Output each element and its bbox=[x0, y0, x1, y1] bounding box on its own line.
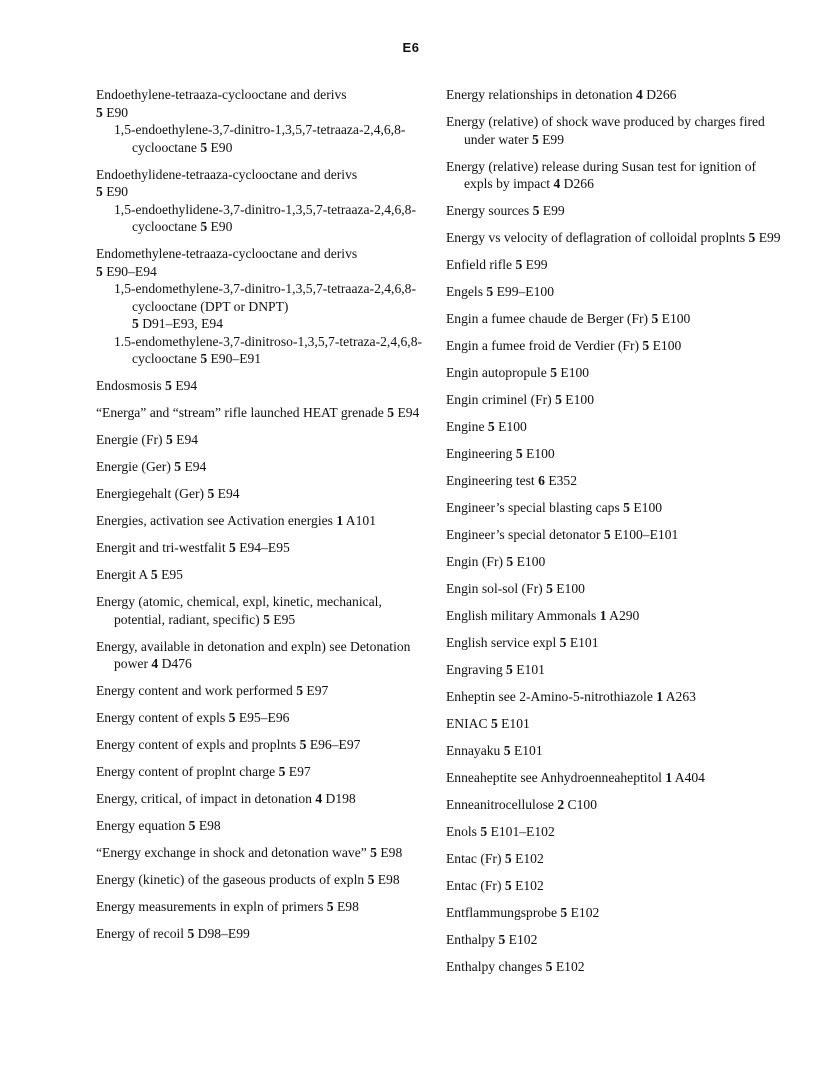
index-entry: ENIAC 5 E101 bbox=[446, 716, 530, 731]
index-entry: Entflammungsprobe 5 E102 bbox=[446, 905, 600, 920]
index-entry: Energy (kinetic) of the gaseous products of expln 5 E98 bbox=[96, 872, 400, 887]
index-entry: Energie (Ger) 5 E94 bbox=[96, 459, 207, 474]
volume-number: 5 bbox=[560, 905, 568, 920]
index-entry: Engineering test 6 E352 bbox=[446, 473, 578, 488]
index-entry: Enheptin see 2-Amino-5-nitrothiazole 1 A263 bbox=[446, 689, 696, 704]
volume-number: 5 bbox=[387, 405, 395, 420]
entry-subentry: 1,5-endoethylidene-3,7-dinitro-1,3,5,7-tetraaza-2,4,6,8-cyclooctane 5 E90 bbox=[114, 201, 416, 234]
entry-subentry: 1,5-endoethylene-3,7-dinitro-1,3,5,7-tetraaza-2,4,6,8-cyclooctane 5 E90 bbox=[114, 122, 406, 155]
index-entry: Enthalpy changes 5 E102 bbox=[446, 959, 585, 974]
index-entry: Energy content of proplnt charge 5 E97 bbox=[96, 764, 311, 779]
volume-number: 5 bbox=[96, 104, 103, 120]
index-entry: Engraving 5 E101 bbox=[446, 662, 545, 677]
index-entry: Energy, available in detonation and expln) see Detonation power 4 D476 bbox=[96, 638, 411, 671]
volume-number: 5 bbox=[370, 845, 377, 860]
index-entry: Energy (relative) release during Susan test for ignition of expls by impact 4 D266 bbox=[446, 158, 757, 191]
entry-ref: 5 E90–E94 bbox=[96, 263, 157, 279]
volume-number: 1 bbox=[656, 689, 664, 704]
entry-subentry-ref: 5 D91–E93, E94 bbox=[132, 316, 223, 331]
volume-number: 5 bbox=[555, 392, 562, 407]
index-entry: Engin (Fr) 5 E100 bbox=[446, 554, 546, 569]
index-entry: Engineer’s special blasting caps 5 E100 bbox=[446, 500, 663, 515]
entry-ref: 5 E90 bbox=[96, 104, 129, 120]
entry-ref: 5 E90 bbox=[96, 184, 129, 199]
index-entry: Ennayaku 5 E101 bbox=[446, 743, 543, 758]
page-number: E6 bbox=[402, 40, 420, 55]
volume-number: 5 bbox=[559, 635, 567, 650]
index-entry: Energit A 5 E95 bbox=[96, 567, 183, 582]
index-entry: Energy sources 5 E99 bbox=[446, 203, 565, 218]
index-entry bbox=[96, 86, 431, 156]
volume-number: 5 bbox=[263, 611, 270, 627]
index-entry: Engineering 5 E100 bbox=[446, 446, 555, 461]
volume-number: 5 bbox=[503, 743, 511, 758]
index-entry: Enneaheptite see Anhydroenneaheptitol 1 A404 bbox=[446, 770, 705, 785]
volume-number: 5 bbox=[531, 131, 539, 147]
index-entry: Energie (Fr) 5 E94 bbox=[96, 432, 199, 447]
volume-number: 5 bbox=[498, 932, 506, 947]
index-column-right bbox=[446, 86, 786, 985]
volume-number: 5 bbox=[545, 959, 553, 974]
index-entry: Enols 5 E101–E102 bbox=[446, 824, 555, 839]
volume-number: 1 bbox=[336, 513, 344, 528]
index-entry: Energies, activation see Activation energies 1 A101 bbox=[96, 513, 376, 528]
volume-number: 5 bbox=[187, 926, 195, 941]
index-column-left bbox=[96, 86, 431, 952]
index-entry: Engin criminel (Fr) 5 E100 bbox=[446, 392, 594, 407]
index-entry bbox=[96, 245, 431, 368]
volume-number: 5 bbox=[532, 203, 540, 218]
index-entry bbox=[96, 166, 431, 236]
volume-number: 5 bbox=[200, 351, 208, 366]
volume-number: 5 bbox=[165, 432, 173, 447]
index-entry: Endosmosis 5 E94 bbox=[96, 378, 198, 393]
volume-number: 5 bbox=[229, 540, 236, 555]
entry-heading: Endoethylene-tetraaza-cyclooctane and derivs bbox=[96, 87, 347, 102]
index-entry: Enneanitrocellulose 2 C100 bbox=[446, 797, 598, 812]
index-entry: Energy vs velocity of deflagration of colloidal proplnts 5 E99 bbox=[446, 230, 781, 245]
volume-number: 5 bbox=[132, 316, 139, 331]
volume-number: 5 bbox=[550, 365, 557, 380]
volume-number: 5 bbox=[506, 554, 514, 569]
volume-number: 1 bbox=[599, 608, 607, 623]
volume-number: 5 bbox=[651, 311, 659, 326]
index-entry: Energy measurements in expln of primers 5 E98 bbox=[96, 899, 359, 914]
volume-number: 4 bbox=[315, 791, 323, 806]
volume-number: 5 bbox=[486, 284, 494, 299]
volume-number: 5 bbox=[326, 899, 334, 914]
index-entry: Energy content of expls and proplnts 5 E96–E97 bbox=[96, 737, 361, 752]
index-entry: Energy content of expls 5 E95–E96 bbox=[96, 710, 290, 725]
index-entry: Entac (Fr) 5 E102 bbox=[446, 851, 544, 866]
volume-number: 5 bbox=[150, 567, 158, 582]
index-entry: “Energa” and “stream” rifle launched HEAT grenade 5 E94 bbox=[96, 405, 420, 420]
volume-number: 4 bbox=[151, 656, 159, 671]
volume-number: 1 bbox=[665, 770, 673, 785]
volume-number: 5 bbox=[515, 446, 523, 461]
volume-number: 5 bbox=[367, 872, 375, 887]
index-entry: Entac (Fr) 5 E102 bbox=[446, 878, 544, 893]
volume-number: 2 bbox=[557, 797, 565, 812]
index-entry: English service expl 5 E101 bbox=[446, 635, 599, 650]
volume-number: 5 bbox=[642, 338, 650, 353]
volume-number: 5 bbox=[748, 230, 756, 245]
index-entry: Engineer’s special detonator 5 E100–E101 bbox=[446, 527, 679, 542]
volume-number: 5 bbox=[200, 219, 208, 234]
entry-heading: Endomethylene-tetraaza-cyclooctane and derivs bbox=[96, 246, 358, 261]
volume-number: 5 bbox=[96, 184, 103, 199]
index-entry: Energy of recoil 5 D98–E99 bbox=[96, 926, 250, 941]
volume-number: 5 bbox=[603, 527, 611, 542]
volume-number: 5 bbox=[299, 737, 307, 752]
index-entry: Enthalpy 5 E102 bbox=[446, 932, 538, 947]
volume-number: 5 bbox=[506, 662, 513, 677]
index-entry: Energy relationships in detonation 4 D266 bbox=[446, 87, 677, 102]
volume-number: 5 bbox=[490, 716, 498, 731]
volume-number: 5 bbox=[480, 824, 488, 839]
volume-number: 4 bbox=[553, 176, 561, 191]
index-entry: English military Ammonals 1 A290 bbox=[446, 608, 640, 623]
entry-subentry: 1.5-endomethylene-3,7-dinitroso-1,3,5,7-tetraza-2,4,6,8-cyclooctane 5 E90–E91 bbox=[114, 333, 423, 366]
index-entry: Engels 5 E99–E100 bbox=[446, 284, 554, 299]
index-entry: Energy equation 5 E98 bbox=[96, 818, 221, 833]
index-entry: Engin sol-sol (Fr) 5 E100 bbox=[446, 581, 585, 596]
volume-number: 5 bbox=[546, 581, 553, 596]
volume-number: 5 bbox=[504, 878, 512, 893]
index-entry: Energiegehalt (Ger) 5 E94 bbox=[96, 486, 240, 501]
index-entry: “Energy exchange in shock and detonation wave” 5 E98 bbox=[96, 845, 403, 860]
volume-number: 5 bbox=[228, 710, 236, 725]
volume-number: 5 bbox=[200, 139, 208, 155]
volume-number: 5 bbox=[623, 500, 630, 515]
index-entry: Energy (atomic, chemical, expl, kinetic, mechanical, potential, radiant, specific) 5 E95 bbox=[96, 594, 382, 627]
entry-heading: Endoethylidene-tetraaza-cyclooctane and derivs bbox=[96, 166, 358, 182]
volume-number: 6 bbox=[538, 473, 545, 488]
volume-number: 5 bbox=[515, 257, 523, 272]
volume-number: 5 bbox=[188, 818, 196, 833]
index-entry: Energy content and work performed 5 E97 bbox=[96, 683, 329, 698]
volume-number: 5 bbox=[165, 378, 172, 393]
volume-number: 4 bbox=[636, 87, 643, 102]
index-entry: Energy, critical, of impact in detonation 4 D198 bbox=[96, 791, 356, 806]
index-entry: Engin autopropule 5 E100 bbox=[446, 365, 590, 380]
index-entry: Engin a fumee chaude de Berger (Fr) 5 E100 bbox=[446, 311, 691, 326]
entry-subentry: 1,5-endomethylene-3,7-dinitro-1,3,5,7-tetraaza-2,4,6,8-cyclooctane (DPT or DNPT) bbox=[114, 281, 416, 314]
volume-number: 5 bbox=[174, 459, 182, 474]
index-entry: Energit and tri-westfalit 5 E94–E95 bbox=[96, 540, 290, 555]
index-entry: Engin a fumee froid de Verdier (Fr) 5 E100 bbox=[446, 338, 682, 353]
volume-number: 5 bbox=[504, 851, 512, 866]
volume-number: 5 bbox=[296, 683, 303, 698]
volume-number: 5 bbox=[487, 419, 495, 434]
index-entry: Energy (relative) of shock wave produced by charges fired under water 5 E99 bbox=[446, 114, 765, 147]
volume-number: 5 bbox=[278, 764, 286, 779]
index-entry: Enfield rifle 5 E99 bbox=[446, 257, 548, 272]
index-entry: Engine 5 E100 bbox=[446, 419, 527, 434]
volume-number: 5 bbox=[96, 263, 103, 279]
volume-number: 5 bbox=[207, 486, 215, 501]
